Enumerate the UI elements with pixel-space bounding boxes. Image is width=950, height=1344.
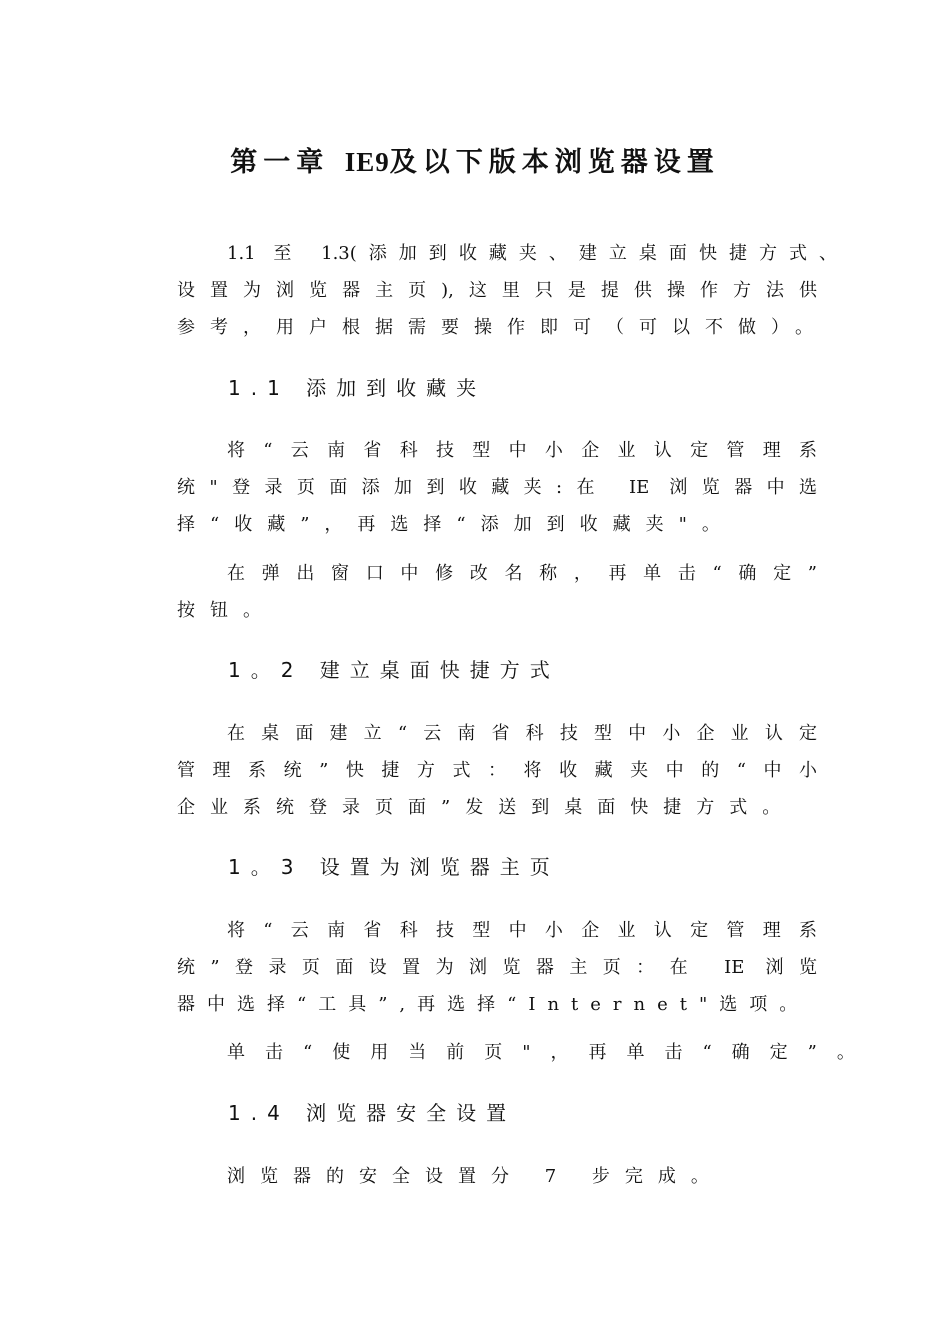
intro-paragraph xyxy=(177,235,837,346)
section-heading: 1.4 浏览器安全设置 xyxy=(228,1101,517,1125)
intro-line: 1.1 至 1.3(添加到收藏夹、建立桌面快捷方式、 xyxy=(227,243,837,264)
section-heading: 1。2 建立桌面快捷方式 xyxy=(228,658,560,682)
paragraph-line: 企业系统登录页面”发送到桌面快捷方式。 xyxy=(177,797,796,818)
intro-line: 参考，用户根据需要操作即可（可以不做）。 xyxy=(177,317,828,338)
paragraph-line: 将“云南省科技型中小企业认定管理系 xyxy=(227,440,817,461)
chapter-title-prefix: 第一章 xyxy=(230,147,330,178)
paragraph-line: 统"登录页面添加到收藏夹:在 IE 浏览器中选 xyxy=(177,477,817,498)
section-paragraph xyxy=(177,1158,817,1195)
section-paragraph xyxy=(177,715,817,826)
paragraph-line: 按钮。 xyxy=(177,600,276,621)
paragraph-line: 器中选择“工具”,再选择“Internet"选项。 xyxy=(177,994,810,1015)
paragraph-line: 在桌面建立“云南省科技型中小企业认定 xyxy=(227,723,817,744)
paragraph-line: 单击“使用当前页"，再单击“确定”。 xyxy=(227,1042,875,1063)
section-heading: 1。3 设置为浏览器主页 xyxy=(228,855,560,879)
chapter-title xyxy=(0,142,950,183)
section-paragraph xyxy=(177,1034,875,1071)
chapter-title-suffix: 及以下版本浏览器设置 xyxy=(389,147,720,178)
section-heading: 1.1 添加到收藏夹 xyxy=(228,376,487,400)
intro-line: 设置为浏览器主页),这里只是提供操作方法供 xyxy=(177,280,817,301)
paragraph-line: 浏览器的安全设置分 7 步完成。 xyxy=(227,1166,724,1187)
paragraph-line: 择“收藏”，再选择“添加到收藏夹"。 xyxy=(177,514,735,535)
paragraph-line: 将“云南省科技型中小企业认定管理系 xyxy=(227,920,817,941)
section-paragraph xyxy=(177,912,817,1023)
chapter-title-version: IE9 xyxy=(344,147,390,177)
paragraph-line: 管理系统”快捷方式：将收藏夹中的“中小 xyxy=(177,760,817,781)
paragraph-line: 统”登录页面设置为浏览器主页：在 IE 浏览 xyxy=(177,957,817,978)
section-paragraph xyxy=(177,555,817,629)
section-paragraph xyxy=(177,432,817,543)
paragraph-line: 在弹出窗口中修改名称，再单击“确定” xyxy=(227,563,817,584)
